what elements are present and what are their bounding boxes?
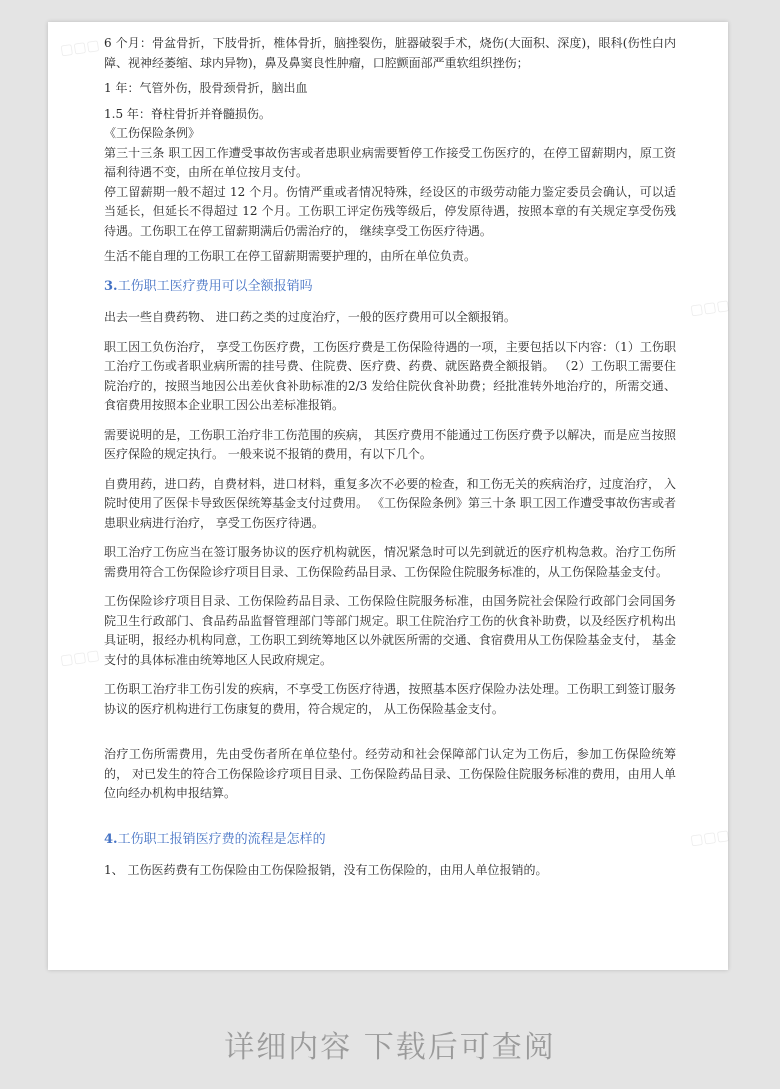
paragraph-rehabilitation: 工伤职工治疗非工伤引发的疾病，不享受工伤医疗待遇，按照基本医疗保险办法处理。工伤职工到签订服务协议的医疗机构进行工伤康复的费用，符合规定的， 从工伤保险基金支付。 [104,682,676,716]
section-heading-4-number: 4. [104,831,118,847]
paragraph-catalog-standards: 工伤保险诊疗项目目录、工伤保险药品目录、工伤保险住院服务标准，由国务院社会保险行政部门会同国务院卫生行政部门、食品药品监督管理部门等部门规定。职工住院治疗工伤的伙食补助费，以及经医疗机构出具证明，报经办机构同意，工伤职工到统筹地区以外就医所需的交通、食宿费用从工伤保险基金支付， 基金支付的具体标准由统筹地区人民政府规定。 [104,594,676,667]
paragraph-reimbursement-process: 1、 工伤医药费有工伤保险由工伤保险报销，没有工伤保险的，由用人单位报销的。 [104,863,548,877]
paragraph-six-months: 6 个月：骨盆骨折，下肢骨折，椎体骨折，脑挫裂伤，脏器破裂手术，烧伤(大面积、深度)，眼科(伤性白内障、视神经萎缩、球内异物)，鼻及鼻窦良性肿瘤，口腔颤面部严重软组织挫伤； [104,36,676,70]
paragraph-medical-expense-items: 职工因工负伤治疗， 享受工伤医疗费，工伤医疗费是工伤保险待遇的一项，主要包括以下内容：（1）工伤职工治疗工伤或者职业病所需的挂号费、住院费、医疗费、药费、就医路费全额报销。 （2）工伤职工需要住院治疗的，按照当地因公出差伙食补助标准的2/3 发给住院伙食补助费；经批准转外地治疗的，所需交通、食宿费用按照本企业职工因公出差标准报销。 [104,339,676,412]
paragraph-nursing: 生活不能自理的工伤职工在停工留薪期需要护理的，由所在单位负责。 [104,249,477,263]
paragraph-non-reimbursable: 自费用药，进口药，自费材料，进口材料，重复多次不必要的检查，和工伤无关的疾病治疗，过度治疗， 入院时使用了医保卡导致医保统筹基金支付过费用。 《工伤保险条例》第三十条 职工因工作遭受事故伤害或者患职业病进行治疗， 享受工伤医疗待遇。 [104,476,676,530]
paragraph-advance-payment: 治疗工伤所需费用，先由受伤者所在单位垫付。经劳动和社会保障部门认定为工伤后，参加工伤保险统筹的， 对已发生的符合工伤保险诊疗项目目录、工伤保险药品目录、工伤保险住院服务标准的费用，由用人单位向经办机构申报结算。 [104,747,676,800]
paragraph-regulation-title: 《工伤保险条例》 [104,126,201,140]
section-heading-3-number: 3. [104,278,118,294]
section-heading-4-text: 工伤职工报销医疗费的流程是怎样的 [117,831,326,847]
download-hint-text: 详细内容 下载后可查阅 [224,1030,556,1065]
section-heading-3 [104,277,676,297]
document-body [104,34,676,881]
paragraph-one-year: 1 年：气管外伤，股骨颈骨折，脑出血 [104,81,308,95]
paragraph-suspension-period: 停工留薪期一般不超过 12 个月。伤情严重或者情况特殊，经设区的市级劳动能力鉴定委员会确认，可以适当延长，但延长不得超过 12 个月。工伤职工评定伤残等级后，停发原待遇，按照本章的有关规定享受伤残待遇。工伤职工在停工留薪期满后仍需治疗的， 继续享受工伤医疗待遇。 [104,184,676,238]
section-heading-4 [104,830,676,850]
paragraph-non-injury-treatment: 需要说明的是，工伤职工治疗非工伤范围的疾病， 其医疗费用不能通过工伤医疗费予以解决，而是应当按照医疗保险的规定执行。 一般来说不报销的费用，有以下几个。 [104,427,676,461]
section-heading-3-text: 工伤职工医疗费用可以全额报销吗 [117,278,313,294]
paragraph-one-half-year: 1.5 年：脊柱骨折并脊髓损伤。 [104,106,271,121]
paragraph-contract-hospital: 职工治疗工伤应当在签订服务协议的医疗机构就医，情况紧急时可以先到就近的医疗机构急救。治疗工伤所需费用符合工伤保险诊疗项目目录、工伤保险药品目录、工伤保险住院服务标准的，从工伤保险基金支付。 [104,545,676,579]
document-page [48,22,728,970]
paragraph-article-33: 第三十三条 职工因工作遭受事故伤害或者患职业病需要暂停工作接受工伤医疗的，在停工留薪期内，原工资福利待遇不变，由所在单位按月支付。 [104,145,676,179]
paragraph-full-reimbursement: 出去一些自费药物、 进口药之类的过度治疗，一般的医疗费用可以全额报销。 [104,310,516,324]
